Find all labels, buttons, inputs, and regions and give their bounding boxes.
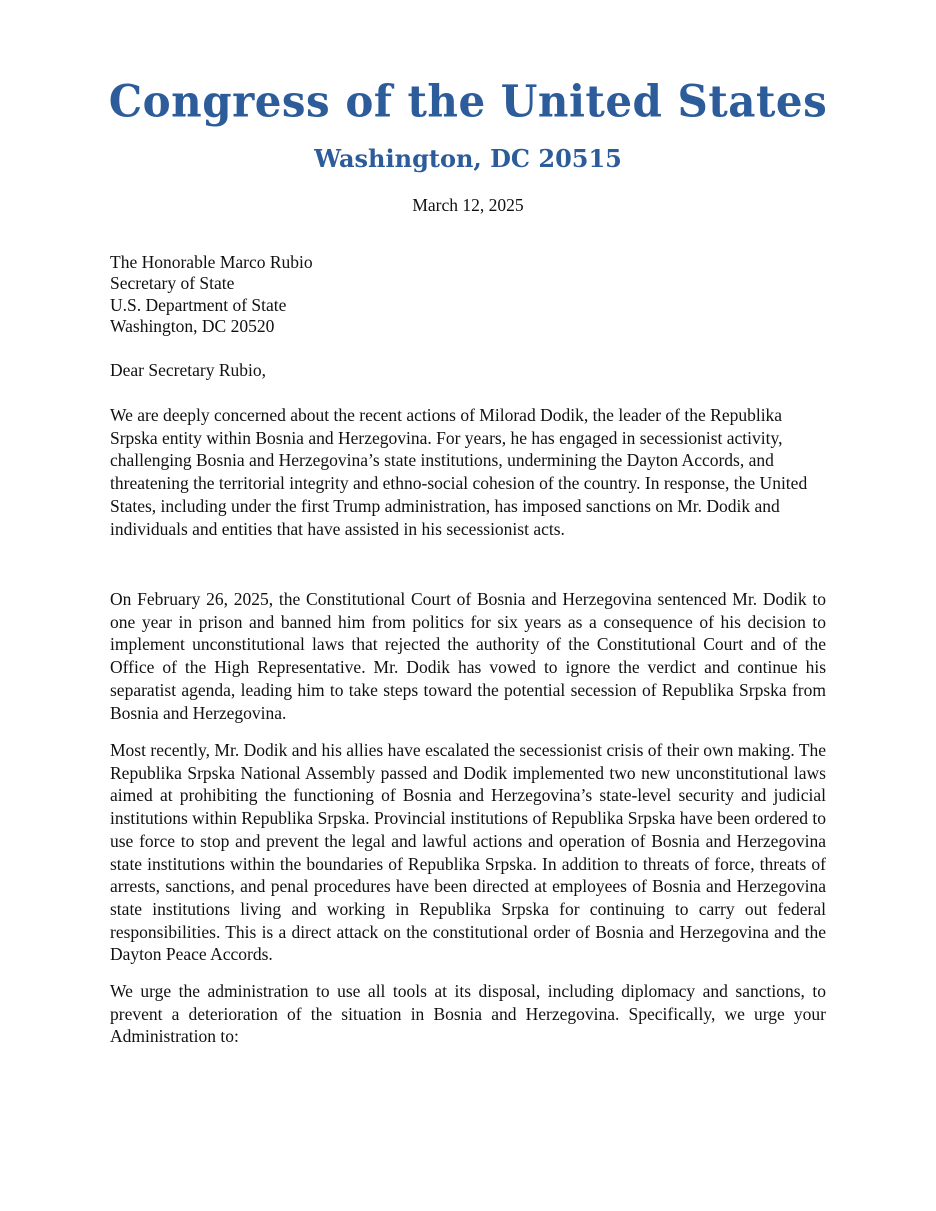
recipient-title: Secretary of State — [110, 273, 235, 294]
body-paragraph-4: We urge the administration to use all tools at its disposal, including diplomacy and sanctions, to prevent a deterioration of the situation in Bosnia and Herzegovina. Specifically, we urge your Administration to: — [110, 981, 826, 1047]
letterhead-title: Congress of the United States — [108, 75, 828, 128]
recipient-organization: U.S. Department of State — [110, 294, 287, 315]
recipient-name: The Honorable Marco Rubio — [110, 252, 313, 272]
body-paragraph-3: Most recently, Mr. Dodik and his allies have escalated the secessionist crisis of their own making. The Republika Srpska National Assembly passed and Dodik implemented two new unconstitutional laws aimed at prohibiting the functioning of Bosnia and Herzegovina’s state-level security and judicial institutions within Republika Srpska. Provincial institutions of Republika Srpska have been ordered to use force to stop and prevent the legal and lawful actions and operation of Bosnia and Herzegovina state institutions within the boundaries of Republika Srpska. In addition to threats of force, threats of arrests, sanctions, and penal procedures have been directed at employees of Bosnia and Herzegovina state institutions living and working in Republika Srpska for continuing to carry out federal responsibilities. This is a direct attack on the constitutional order of Bosnia and Herzegovina and the Dayton Peace Accords. — [110, 740, 826, 965]
body-paragraph-1: We are deeply concerned about the recent actions of Milorad Dodik, the leader of the Republika Srpska entity within Bosnia and Herzegovina. For years, he has engaged in secessionist activity, challenging Bosnia and Herzegovina’s state institutions, undermining the Dayton Accords, and threatening the territorial integrity and ethno-social cohesion of the country. In response, the United States, including under the first Trump administration, has imposed sanctions on Mr. Dodik and individuals and entities that have assisted in his secessionist acts. — [110, 405, 808, 539]
recipient-address-block — [110, 252, 313, 337]
salutation: Dear Secretary Rubio, — [110, 360, 266, 380]
body-paragraph-2: On February 26, 2025, the Constitutional Court of Bosnia and Herzegovina sentenced Mr. Dodik to one year in prison and banned him from politics for six years as a consequence of his decision to implement unconstitutional laws that rejected the authority of the Constitutional Court and of the Office of the High Representative. Mr. Dodik has vowed to ignore the verdict and continue his separatist agenda, leading him to take steps toward the potential secession of Republika Srpska from Bosnia and Herzegovina. — [110, 589, 826, 723]
letter-date: March 12, 2025 — [412, 195, 524, 215]
recipient-city: Washington, DC 20520 — [110, 315, 275, 336]
letterhead-address: Washington, DC 20515 — [314, 144, 622, 173]
